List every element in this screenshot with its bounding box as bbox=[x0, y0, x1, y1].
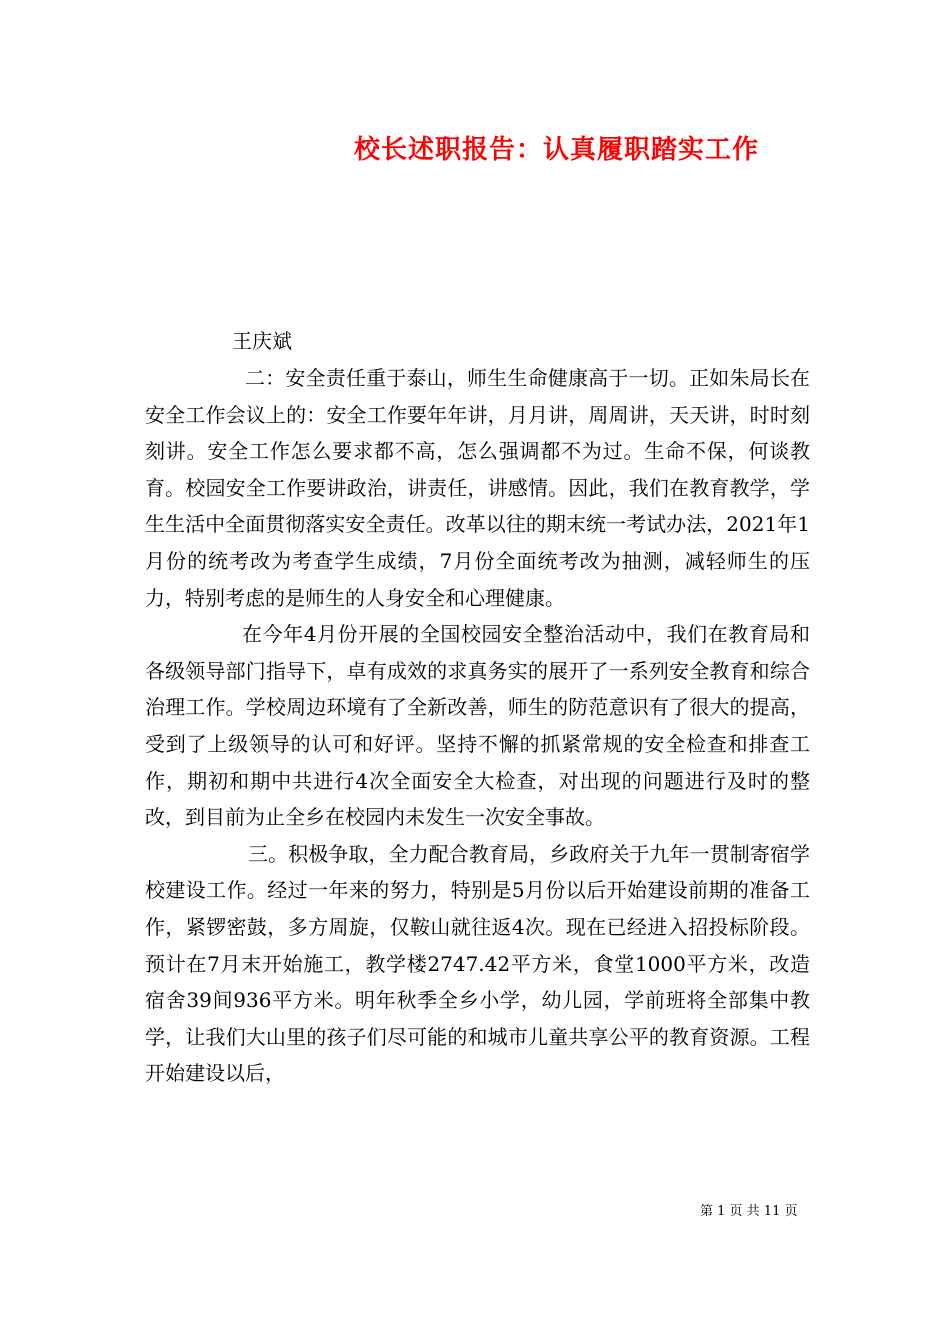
paragraph-campus-safety-campaign: 在今年4月份开展的全国校园安全整治活动中，我们在教育局和各级领导部门指导下，卓有成效的求真务实的展开了一系列安全教育和综合治理工作。学校周边环境有了全新改善，师生的防范意识有了很大的提高，受到了上级领导的认可和好评。坚持不懈的抓紧常规的安全检查和排查工作，期初和期中共进行4次全面安全大检查，对出现的问题进行及时的整改，到目前为止全乡在校园内未发生一次安全事故。 bbox=[145, 622, 810, 830]
paragraph-safety: 二：安全责任重于泰山，师生生命健康高于一切。正如朱局长在安全工作会议上的：安全工作要年年讲，月月讲，周周讲，天天讲，时时刻刻讲。安全工作怎么要求都不高，怎么强调都不为过。生命不保，何谈教育。校园安全工作要讲政治，讲责任，讲感情。因此，我们在教育教学，学生生活中全面贯彻落实安全责任。改革以往的期末统一考试办法，2021年1月份的统考改为考查学生成绩，7月份全面统考改为抽测，减轻师生的压力，特别考虑的是师生的人身安全和心理健康。 bbox=[145, 366, 810, 610]
document-title: 校长述职报告：认真履职踏实工作 bbox=[354, 135, 760, 165]
paragraph-school-construction: 三。积极争取，全力配合教育局，乡政府关于九年一贯制寄宿学校建设工作。经过一年来的努力，特别是5月份以后开始建设前期的准备工作，紧锣密鼓，多方周旋，仅鞍山就往返4次。现在已经进入招投标阶段。预计在7月末开始施工，教学楼2747.42平方米，食堂1000平方米，改造宿舍39间936平方米。明年秋季全乡小学，幼儿园，学前班将全部集中教学，让我们大山里的孩子们尽可能的和城市儿童共享公平的教育资源。工程开始建设以后， bbox=[145, 841, 810, 1086]
page-number-footer: 第 1 页 共 11 页 bbox=[700, 1204, 798, 1219]
document-body bbox=[145, 360, 810, 1092]
author-name: 王庆斌 bbox=[232, 329, 292, 353]
